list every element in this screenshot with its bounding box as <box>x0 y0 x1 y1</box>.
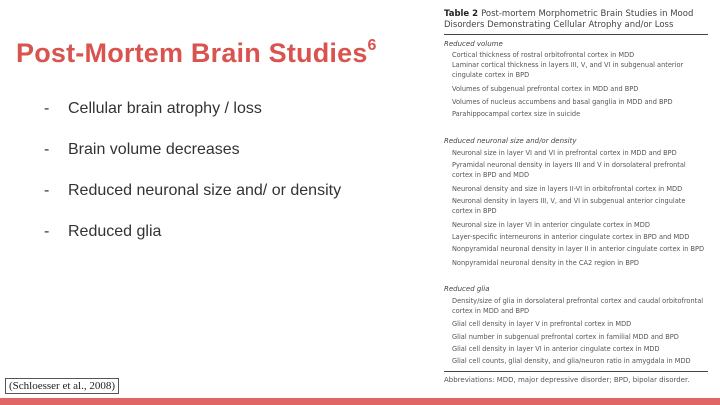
table-row: Neuronal size in layer VI in anterior cingulate cortex in MDD <box>452 221 650 229</box>
table-row: Volumes of subgenual prefrontal cortex in MDD and BPD <box>452 85 639 93</box>
bullet-list <box>44 100 341 264</box>
table-footnote: Abbreviations: MDD, major depressive disorder; BPD, bipolar disorder. <box>444 376 690 384</box>
table-top-rule <box>444 34 708 35</box>
section-heading: Reduced volume <box>444 40 503 48</box>
table-row: Volumes of nucleus accumbens and basal ganglia in MDD and BPD <box>452 98 673 106</box>
table-row: Neuronal size in layer VI and VI in prefrontal cortex in MDD and BPD <box>452 149 677 157</box>
table-row: Glial cell density in layer VI in anterior cingulate cortex in MDD <box>452 345 660 353</box>
table-row: Parahippocampal cortex size in suicide <box>452 110 581 118</box>
bullet-dash: - <box>44 223 50 240</box>
title-superscript: 6 <box>367 37 377 54</box>
table-row: Laminar cortical thickness in layers III, V, and VI in subgenual anterior cingulate cortex in BPD <box>452 61 684 79</box>
slide-title-text: Post-Mortem Brain Studies <box>16 38 368 68</box>
bullet-item <box>44 182 341 202</box>
bullet-item <box>44 100 341 120</box>
slide-title <box>16 38 377 69</box>
bullet-dash: - <box>44 182 50 199</box>
table-label: Table 2 <box>444 9 479 19</box>
table-row: Pyramidal neuronal density in layers III and V in dorsolateral prefrontal cortex in BPD and MDD <box>452 161 686 179</box>
table-row: Nonpyramidal neuronal density in the CA2 region in BPD <box>452 259 639 267</box>
table-row: Glial cell counts, glial density, and glia/neuron ratio in amygdala in MDD <box>452 357 691 365</box>
table-row: Nonpyramidal neuronal density in layer II in anterior cingulate cortex in BPD <box>452 245 705 253</box>
bullet-text: Reduced neuronal size and/ or density <box>68 182 342 199</box>
table-caption <box>444 9 714 31</box>
table-row: Cortical thickness of rostral orbitofrontal cortex in MDD <box>452 51 635 59</box>
bullet-item <box>44 223 341 243</box>
table-row: Neuronal density and size in layers II-VI in orbitofrontal cortex in MDD <box>452 185 683 193</box>
bullet-dash: - <box>44 100 50 117</box>
table-caption-text: Post-mortem Morphometric Brain Studies in Mood Disorders Demonstrating Cellular Atrophy and/or Loss <box>444 9 694 30</box>
citation: (Schloesser et al., 2008) <box>5 378 119 394</box>
bullet-text: Brain volume decreases <box>68 141 240 158</box>
table-row: Glial number in subgenual prefrontal cortex in familial MDD and BPD <box>452 333 679 341</box>
table-row: Layer-specific interneurons in anterior cingulate cortex in BPD and MDD <box>452 233 690 241</box>
table-row: Glial cell density in layer V in prefrontal cortex in MDD <box>452 320 632 328</box>
bullet-dash: - <box>44 141 50 158</box>
bullet-text: Reduced glia <box>68 223 162 240</box>
table-row: Density/size of glia in dorsolateral prefrontal cortex and caudal orbitofrontal cortex in MDD and BPD <box>452 297 704 315</box>
bullet-text: Cellular brain atrophy / loss <box>68 100 262 117</box>
table-row: Neuronal density in layers III, V, and VI in subgenual anterior cingulate cortex in BPD <box>452 197 686 215</box>
section-heading: Reduced neuronal size and/or density <box>444 137 577 145</box>
bottom-accent-bar <box>0 398 720 405</box>
table-bottom-rule <box>444 371 708 372</box>
bullet-item <box>44 141 341 161</box>
table-image <box>438 0 720 398</box>
section-heading: Reduced glia <box>444 285 490 293</box>
